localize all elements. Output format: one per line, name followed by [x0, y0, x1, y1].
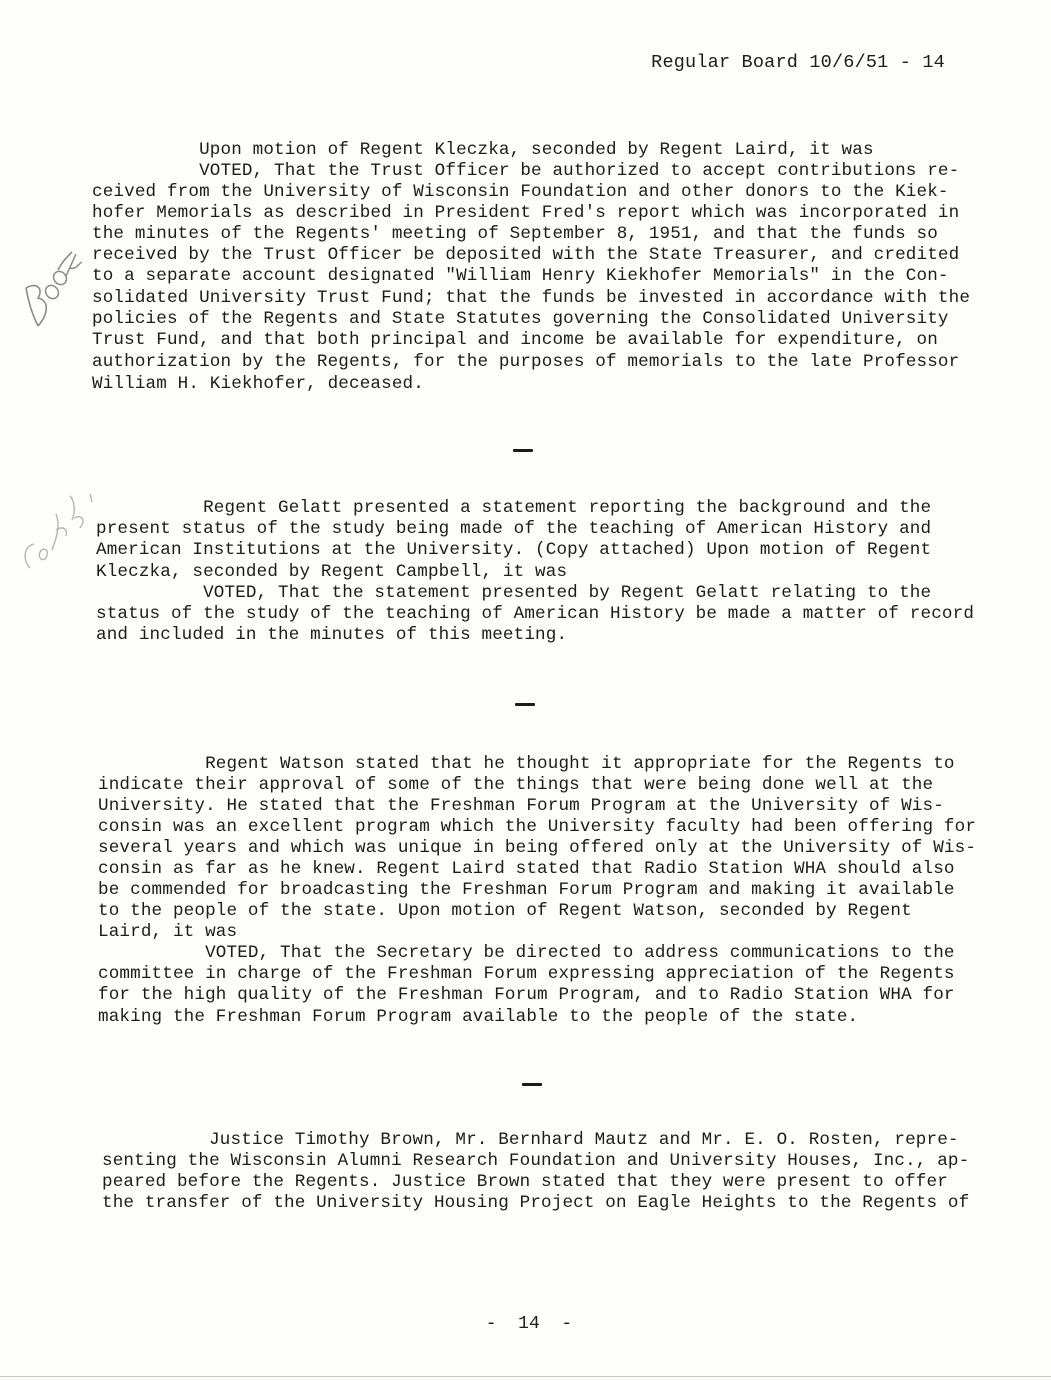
text-line: VOTED, That the Secretary be directed to address communications to the [98, 943, 955, 963]
text-line: indicate their approval of some of the things that were being done well at the [98, 775, 934, 795]
text-line: received by the Trust Officer be deposited with the State Treasurer, and credited [92, 245, 960, 265]
handwritten-margin-note-copy [16, 490, 96, 590]
text-line: the transfer of the University Housing Project on Eagle Heights to the Regents of [102, 1193, 970, 1213]
text-line: be commended for broadcasting the Freshman Forum Program and making it available [98, 880, 955, 900]
text-line: making the Freshman Forum Program available to the people of the state. [98, 1007, 859, 1027]
text-line: Regent Gelatt presented a statement reporting the background and the [96, 498, 932, 518]
text-line: authorization by the Regents, for the purposes of memorials to the late Professor [92, 352, 960, 372]
text-line: for the high quality of the Freshman Forum Program, and to Radio Station WHA for [98, 985, 955, 1005]
text-line: present status of the study being made of the teaching of American History and [96, 519, 932, 539]
text-line: status of the study of the teaching of American History be made a matter of record [96, 604, 975, 624]
text-line: the minutes of the Regents' meeting of September 8, 1951, and that the funds so [92, 224, 938, 244]
text-line: consin was an excellent program which the University faculty had been offering for [98, 817, 977, 837]
text-line: solidated University Trust Fund; that the funds be invested in accordance with the [92, 288, 971, 308]
text-line: Kleczka, seconded by Regent Campbell, it was [96, 562, 568, 582]
text-line: VOTED, That the statement presented by Regent Gelatt relating to the [96, 583, 932, 603]
page-number-footer: - 14 - [485, 1314, 573, 1334]
text-line: to the people of the state. Upon motion of Regent Watson, seconded by Regent [98, 901, 912, 921]
text-line: Upon motion of Regent Kleczka, seconded by Regent Laird, it was [92, 140, 874, 160]
page-bottom-edge [0, 1376, 1051, 1377]
text-line: and included in the minutes of this meeting. [96, 625, 568, 645]
text-line: Laird, it was [98, 922, 238, 942]
section-divider [522, 1083, 542, 1086]
text-line: Justice Timothy Brown, Mr. Bernhard Mautz and Mr. E. O. Rosten, repre- [102, 1130, 959, 1150]
section-divider [513, 449, 533, 452]
text-line: peared before the Regents. Justice Brown stated that they were present to offer [102, 1172, 948, 1192]
text-line: to a separate account designated "William Henry Kiekhofer Memorials" in the Con- [92, 266, 949, 286]
page-header: Regular Board 10/6/51 - 14 [651, 52, 945, 73]
text-line: consin as far as he knew. Regent Laird stated that Radio Station WHA should also [98, 859, 955, 879]
text-line: policies of the Regents and State Statutes governing the Consolidated University [92, 309, 949, 329]
text-line: American Institutions at the University. (Copy attached) Upon motion of Regent [96, 540, 932, 560]
text-line: committee in charge of the Freshman Forum expressing appreciation of the Regents [98, 964, 955, 984]
text-line: University. He stated that the Freshman Forum Program at the University of Wis- [98, 796, 944, 816]
text-line: hofer Memorials as described in President Fred's report which was incorporated in [92, 203, 960, 223]
handwritten-margin-note-book [14, 248, 86, 348]
text-line: ceived from the University of Wisconsin Foundation and other donors to the Kiek- [92, 182, 949, 202]
text-line: several years and which was unique in being offered only at the University of Wis- [98, 838, 977, 858]
text-line: Regent Watson stated that he thought it appropriate for the Regents to [98, 754, 955, 774]
text-line: VOTED, That the Trust Officer be authorized to accept contributions re- [92, 161, 960, 181]
text-line: senting the Wisconsin Alumni Research Foundation and University Houses, Inc., ap- [102, 1151, 970, 1171]
text-line: Trust Fund, and that both principal and income be available for expenditure, on [92, 330, 938, 350]
text-line: William H. Kiekhofer, deceased. [92, 374, 424, 394]
section-divider [515, 703, 535, 706]
